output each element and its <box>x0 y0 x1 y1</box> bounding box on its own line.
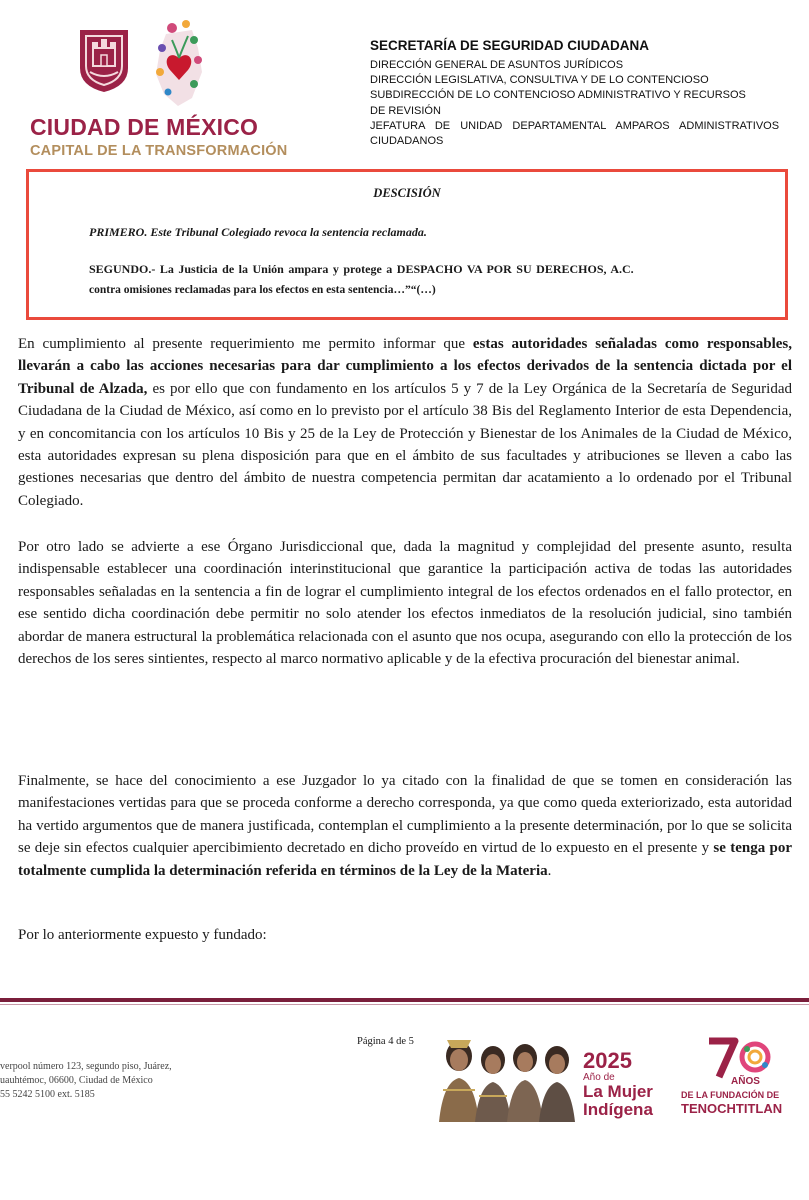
decision-title: DESCISIÓN <box>373 186 441 200</box>
cdmx-shield-logo <box>76 28 132 94</box>
mujer-line-2: Indígena <box>583 1100 653 1119</box>
footer-rule-thin <box>0 1004 809 1005</box>
logo-city-name: CIUDAD DE MÉXICO <box>30 114 259 140</box>
decision-segundo-continued: contra omisiones reclamadas para los efectos en esta sentencia…”“(…) <box>89 284 436 296</box>
body-paragraph-4: Por lo anteriormente expuesto y fundado: <box>18 927 267 943</box>
body-paragraph-3 <box>18 770 792 882</box>
logo-tagline: CAPITAL DE LA TRANSFORMACIÓN <box>30 143 288 159</box>
header-line: CIUDADANOS <box>370 135 444 148</box>
address-line: 55 5242 5100 ext. 5185 <box>0 1089 95 1100</box>
header-line: SUBDIRECCIÓN DE LO CONTENCIOSO ADMINISTRATIVO Y RECURSOS <box>370 89 746 102</box>
header-line: DE REVISIÓN <box>370 104 441 117</box>
indigenous-women-illustration <box>433 1030 581 1122</box>
p1-text: En cumplimiento al presente requerimiento me permito informar que <box>18 336 473 352</box>
p1-text-cont: es por ello que con fundamento en los artículos 5 y 7 de la Ley Orgánica de la Secretaría de Seguridad Ciudadana de la Ciudad de México, así como en lo previsto por el artículo 38 Bis del Reglamento Interior de esta Dependencia, y en concomitancia con los artículos 10 Bis y 25 de la Ley de Protección y Bienestar de los Animales de la Ciudad de México, esta autoridades expresan su plena disposición para que en el ámbito de sus facultades y atribuciones se lleven a cabo las gestiones necesarias que dentro del ámbito de nuestra competencia permitan dar acatamiento a lo ordenado por el Tribunal Colegiado. <box>18 380 792 509</box>
header-line: JEFATURA DE UNIDAD DEPARTAMENTAL AMPAROS ADMINISTRATIVOS <box>370 119 780 132</box>
year-number: 2025 <box>583 1048 632 1073</box>
year-label: Año de <box>583 1072 615 1083</box>
address-line: uauhtémoc, 06600, Ciudad de México <box>0 1075 153 1086</box>
year-badge <box>583 1050 668 1119</box>
p3-period: . <box>547 862 552 879</box>
footer-rule <box>0 998 809 1002</box>
body-paragraph-2: Por otro lado se advierte a ese Órgano Jurisdiccional que, dada la magnitud y complejidad del presente asunto, resulta indispensable establecer una coordinación interinstitucional que garantice la participación activa de todas las autoridades responsables señaladas en la sentencia a fin de lograr el cumplimiento integral de los efectos ordenados en el fallo protector, en ese sentido dicha coordinación debe permitir no solo atender los efectos inmediatos de la resolución judicial, sino también abordar de manera estructural la problemática relacionada con el asunto que nos ocupa, asegurando con ello la protección de los derechos de los seres sintientes, respecto al marco normativo aplicable y de la efectiva procuración del bienestar animal. <box>18 539 792 668</box>
decision-quote-box <box>26 169 788 320</box>
p3-text: Finalmente, se hace del conocimiento a ese Juzgador lo ya citado con la finalidad de que se tomen en consideración las manifestaciones vertidas para que se proceda conforme a derecho corresponda, ya que como queda exteriorizado, esta autoridad ha vertido argumentos que de manera justificada, contemplan el cumplimiento a la presente determinación, por lo que se solicita se deje sin efectos cualquier apercibimiento decretado en dicho proveído en virtud de lo expuesto en el presente y <box>18 773 792 857</box>
flower-heart-logo <box>148 14 210 110</box>
decision-primero: PRIMERO. Este Tribunal Colegiado revoca la sentencia reclamada. <box>89 225 427 239</box>
fundacion-line-2: TENOCHTITLAN <box>681 1101 783 1116</box>
secretaria-title: SECRETARÍA DE SEGURIDAD CIUDADANA <box>370 38 650 53</box>
p3-bold: se tenga por totalmente cumplida la determinación referida en términos de la Ley de la Materia <box>18 840 792 879</box>
p1-bold: estas autoridades señaladas como responsables, llevarán a cabo las acciones necesarias para dar cumplimiento a los efectos derivados de la sentencia dictada por el Tribunal de Alzada, <box>18 336 793 397</box>
body-paragraph-1 <box>18 333 792 512</box>
decision-segundo: SEGUNDO.- La Justicia de la Unión ampara y protege a DESPACHO VA POR SU DERECHOS, A.C. <box>89 262 634 276</box>
mujer-line-1: La Mujer <box>583 1082 653 1101</box>
footer-address <box>0 1060 172 1102</box>
anos-label: AÑOS <box>731 1076 760 1087</box>
address-line: verpool número 123, segundo piso, Juárez, <box>0 1061 172 1072</box>
page-number: Página 4 de 5 <box>357 1036 414 1047</box>
fundacion-line-1: DE LA FUNDACIÓN DE <box>681 1090 780 1100</box>
header-line: DIRECCIÓN LEGISLATIVA, CONSULTIVA Y DE LO CONTENCIOSO <box>370 74 709 87</box>
header-department-lines <box>370 58 780 149</box>
header-line: DIRECCIÓN GENERAL DE ASUNTOS JURÍDICOS <box>370 59 624 71</box>
